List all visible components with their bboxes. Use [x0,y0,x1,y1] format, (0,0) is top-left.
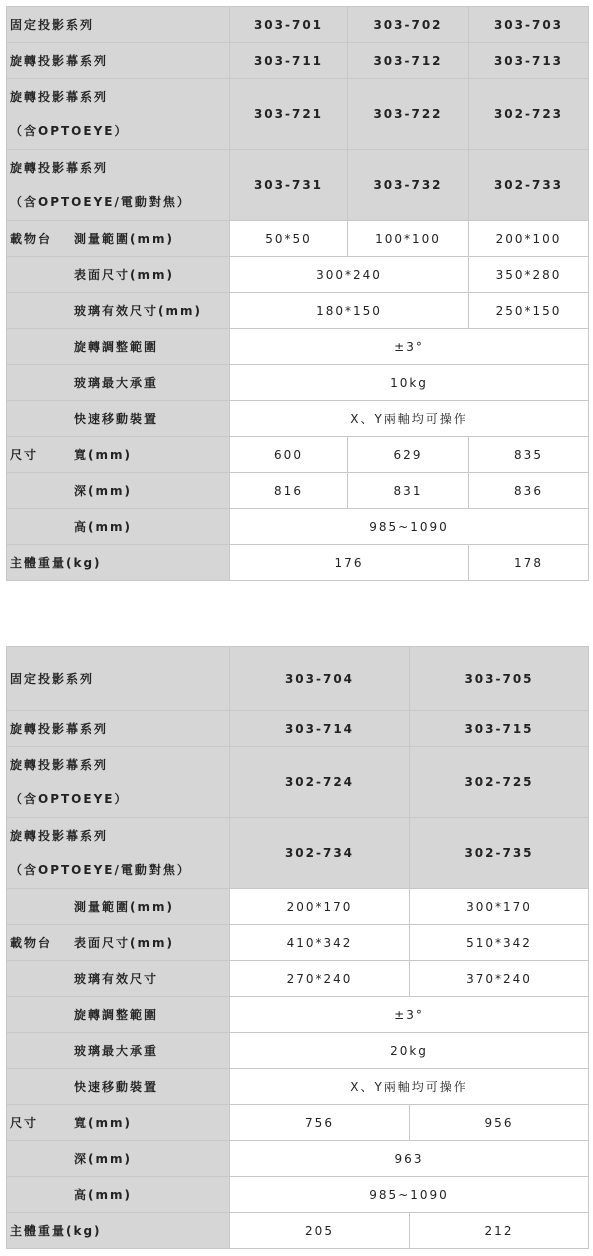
value-cell: 836 [469,473,589,509]
model-cell: 303-703 [469,7,589,43]
row-label-line1: 旋轉投影幕系列 [10,829,109,843]
value-cell: 178 [469,545,589,581]
spec-label: 快速移動裝置 [74,1080,159,1094]
row-label [7,1105,230,1141]
row-label: 旋轉投影幕系列 [7,43,230,79]
spec-label: 表面尺寸(mm) [74,268,174,282]
table-row [7,1069,589,1105]
row-label [7,961,230,997]
value-cell: 212 [410,1213,589,1249]
row-label [7,293,230,329]
spec-label: 表面尺寸(mm) [74,936,174,950]
value-cell: 100*100 [348,221,469,257]
model-cell: 303-711 [230,43,348,79]
model-cell: 303-714 [230,711,410,747]
value-cell: 956 [410,1105,589,1141]
row-label-line2: （含OPTOEYE/電動對焦） [10,195,191,209]
spec-label: 玻璃有效尺寸(mm) [74,304,202,318]
row-label [7,473,230,509]
table-row [7,365,589,401]
spec-label: 深(mm) [74,484,132,498]
table-row [7,509,589,545]
table-row [7,1105,589,1141]
model-cell: 303-701 [230,7,348,43]
row-label [7,747,230,818]
row-label [7,401,230,437]
table-row [7,711,589,747]
value-cell: 350*280 [469,257,589,293]
spec-table-1 [6,6,589,581]
table-row [7,437,589,473]
spec-label: 高(mm) [74,1188,132,1202]
row-label-line1: 旋轉投影幕系列 [10,90,109,104]
row-label-line2: （含OPTOEYE/電動對焦） [10,863,191,877]
table-row [7,1213,589,1249]
row-label [7,79,230,150]
category-label: 載物台 [10,936,53,950]
table-row [7,647,589,711]
spec-label: 玻璃最大承重 [74,376,159,390]
value-cell: 270*240 [230,961,410,997]
category-label: 尺寸 [10,1116,39,1130]
value-cell: 200*170 [230,889,410,925]
table-row [7,747,589,818]
row-label: 固定投影系列 [7,7,230,43]
value-cell: X、Y兩軸均可操作 [230,401,589,437]
table-row [7,889,589,925]
table-row [7,545,589,581]
value-cell: 756 [230,1105,410,1141]
model-cell: 302-734 [230,818,410,889]
value-cell: 200*100 [469,221,589,257]
table-row [7,961,589,997]
model-cell: 302-735 [410,818,589,889]
value-cell: 510*342 [410,925,589,961]
model-cell: 302-733 [469,150,589,221]
spec-label: 寬(mm) [74,1116,132,1130]
spec-label: 玻璃最大承重 [74,1044,159,1058]
table-row [7,818,589,889]
spec-label: 旋轉調整範圍 [74,1008,159,1022]
row-label [7,1033,230,1069]
model-cell: 303-705 [410,647,589,711]
row-label-line1: 旋轉投影幕系列 [10,758,109,772]
row-label: 固定投影系列 [7,647,230,711]
spec-label: 快速移動裝置 [74,412,159,426]
row-label [7,329,230,365]
spec-label: 高(mm) [74,520,132,534]
value-cell: ±3° [230,997,589,1033]
row-label-line1: 旋轉投影幕系列 [10,161,109,175]
value-cell: 600 [230,437,348,473]
table-row [7,1033,589,1069]
model-cell: 302-724 [230,747,410,818]
row-label [7,997,230,1033]
table-row [7,401,589,437]
model-cell: 303-721 [230,79,348,150]
spec-label: 寬(mm) [74,448,132,462]
value-cell: 300*240 [230,257,469,293]
table-row [7,79,589,150]
row-label: 主體重量(kg) [7,1213,230,1249]
value-cell: 410*342 [230,925,410,961]
row-label [7,1177,230,1213]
model-cell: 303-732 [348,150,469,221]
value-cell: 180*150 [230,293,469,329]
row-label-line2: （含OPTOEYE） [10,792,129,806]
value-cell: 176 [230,545,469,581]
spec-table-2 [6,646,589,1249]
table-row [7,1177,589,1213]
spec-label: 測量範圍(mm) [74,232,174,246]
value-cell: X、Y兩軸均可操作 [230,1069,589,1105]
value-cell: 985~1090 [230,1177,589,1213]
model-cell: 303-702 [348,7,469,43]
row-label [7,509,230,545]
value-cell: 963 [230,1141,589,1177]
model-cell: 302-723 [469,79,589,150]
model-cell: 303-731 [230,150,348,221]
spec-label: 深(mm) [74,1152,132,1166]
table-row [7,293,589,329]
row-label [7,221,230,257]
spec-label: 玻璃有效尺寸 [74,972,159,986]
row-label [7,925,230,961]
value-cell: 816 [230,473,348,509]
table-row [7,43,589,79]
category-label: 尺寸 [10,448,39,462]
row-label [7,1141,230,1177]
table-row [7,997,589,1033]
row-label [7,150,230,221]
model-cell: 303-722 [348,79,469,150]
value-cell: 10kg [230,365,589,401]
model-cell: 303-713 [469,43,589,79]
value-cell: 831 [348,473,469,509]
value-cell: 835 [469,437,589,473]
row-label [7,257,230,293]
table-row [7,925,589,961]
row-label [7,437,230,473]
table-row [7,150,589,221]
table-row [7,473,589,509]
table-row [7,329,589,365]
value-cell: 205 [230,1213,410,1249]
value-cell: 250*150 [469,293,589,329]
value-cell: 50*50 [230,221,348,257]
spec-label: 測量範圍(mm) [74,900,174,914]
model-cell: 303-715 [410,711,589,747]
model-cell: 303-704 [230,647,410,711]
table-row [7,1141,589,1177]
row-label-line2: （含OPTOEYE） [10,124,129,138]
category-label: 載物台 [10,232,53,246]
value-cell: 985~1090 [230,509,589,545]
value-cell: 629 [348,437,469,473]
spec-label: 旋轉調整範圍 [74,340,159,354]
value-cell: 300*170 [410,889,589,925]
table-row [7,257,589,293]
row-label [7,365,230,401]
model-cell: 302-725 [410,747,589,818]
row-label [7,818,230,889]
value-cell: 20kg [230,1033,589,1069]
row-label: 旋轉投影幕系列 [7,711,230,747]
table-row [7,221,589,257]
row-label: 主體重量(kg) [7,545,230,581]
row-label [7,889,230,925]
value-cell: ±3° [230,329,589,365]
row-label [7,1069,230,1105]
model-cell: 303-712 [348,43,469,79]
value-cell: 370*240 [410,961,589,997]
table-row [7,7,589,43]
